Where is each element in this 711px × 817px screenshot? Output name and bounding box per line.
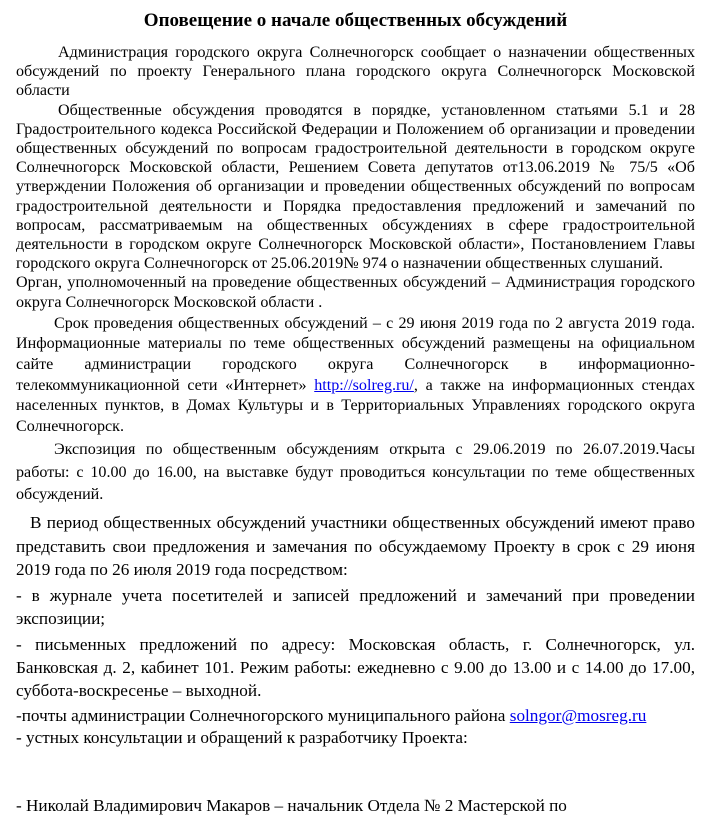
list-item-developer — [16, 795, 695, 817]
list-item-consultations — [16, 727, 695, 749]
paragraph-legal-basis — [16, 101, 695, 274]
legal-basis-text: Общественные обсуждения проводятся в порядке, установленном статьями 5.1 и 28 Градостроительного кодекса Российской Федерации и Положением об организации и проведении общественных обсуждений по вопросам градостроительной деятельности в городском округе Солнечногорск Московской области, Решением Совета депутатов от13.06.2019 № 75/5 «Об утверждении Положения об организации и проведении общественных обсуждений по вопросам градостроительной деятельности и Порядка предоставления предложений и замечаний по вопросам, рассматриваемым на общественных обсуждениях в сфере градостроительной деятельности в городском округе Солнечногорск Московской области», Постановлением Главы городского округа Солнечногорск от 25.06.2019№ 974 о назначении общественных слушаний. — [16, 101, 695, 273]
exposition-text: Экспозиция по общественным обсуждениям открыта с 29.06.2019 по 26.07.2019.Часы работы: с 10.00 до 16.00, на выставке будут проводиться консультации по теме общественных обсуждений. — [16, 441, 695, 504]
paragraph-schedule — [16, 314, 695, 438]
paragraph-exposition — [16, 439, 695, 507]
developer-text: - Николай Владимирович Макаров – начальник Отдела № 2 Мастерской по — [16, 796, 567, 815]
paragraph-authority — [16, 273, 695, 311]
list-item-journal — [16, 584, 695, 631]
email-link[interactable]: solngor@mosreg.ru — [509, 705, 647, 725]
paragraph-proposals — [16, 511, 695, 582]
schedule-text-cont: , а также на информационных стендах населенных пунктов, в Домах Культуры и в Территориальных Управлениях городского округа Солнечногорск. — [16, 376, 695, 435]
journal-text: - в журнале учета посетителей и записей предложений и замечаний при проведении экспозиции; — [16, 586, 695, 629]
email-text: -почты администрации Солнечногорского муниципального района — [16, 705, 506, 725]
proposals-text: В период общественных обсуждений участники общественных обсуждений имеют право представить свои предложения и замечания по обсуждаемому Проекту в срок с 29 июня 2019 года по 26 июля 2019 года посредством: — [16, 512, 695, 580]
authority-text: Орган, уполномоченный на проведение общественных обсуждений – Администрация городского округа Солнечногорск Московской области . — [16, 274, 695, 311]
schedule-text: Срок проведения общественных обсуждений – с 29 июня 2019 года по 2 августа 2019 года. Информационные материалы по теме общественных обсуждений размещены на официальном сайте администрации городского округа Солнечногорск в информационно-телекоммуникационной сети «Интернет» — [16, 314, 695, 394]
announcement-text: Администрация городского округа Солнечногорск сообщает о назначении общественных обсуждений по проекту Генерального плана городского округа Солнечногорск Московской области — [16, 44, 695, 100]
consultations-text: - устных консультации и обращений к разработчику Проекта: — [16, 728, 468, 747]
written-text: - письменных предложений по адресу: Московская область, г. Солнечногорск, ул. Банковская д. 2, кабинет 101. Режим работы: ежедневно с 9.00 до 13.00 и с 14.00 до 17.00, суббота-воскресенье – выходной. — [16, 634, 695, 701]
paragraph-announcement — [16, 43, 695, 101]
page-title: Оповещение о начале общественных обсуждений — [143, 10, 568, 31]
list-item-written — [16, 633, 695, 703]
list-item-email — [16, 705, 695, 727]
solreg-link[interactable]: http://solreg.ru/ — [314, 376, 414, 394]
